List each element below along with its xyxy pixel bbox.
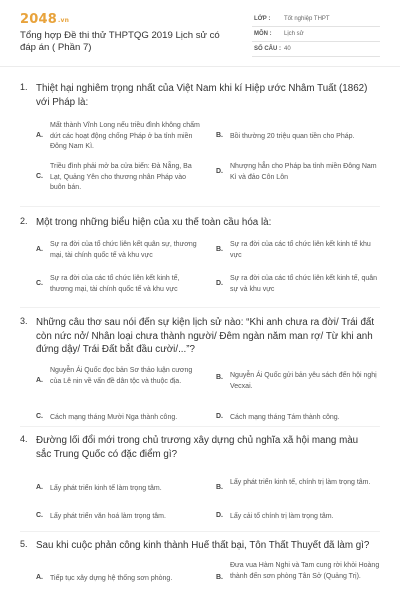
question-3 [20,316,380,436]
option-text: Đưa vua Hàm Nghi và Tam cung rời khỏi Hoàng thành đến sơn phòng Tân Sở (Quảng Trị). [230,562,380,580]
document-title: Tổng hợp Đề thi thử THPTQG 2019 Lịch sử có đáp án ( Phần 7) [20,30,220,53]
question-5 [20,539,380,600]
question-number: 5. [20,539,28,549]
question-text: Sau khi cuộc phản công kinh thành Huế thất bại, Tôn Thất Thuyết đã làm gì? [36,540,370,551]
question-divider [20,206,380,207]
option-text: Lấy phát triển kinh tế làm trọng tâm. [50,485,162,492]
logo-text: 2048 [20,12,57,27]
option-text: Tiếp tục xây dựng hệ thống sơn phòng. [50,575,173,582]
question-divider [20,531,380,532]
option-letter: A. [36,132,43,139]
option-letter: A. [36,377,43,384]
question-divider [20,307,380,308]
option-letter: C. [36,413,43,420]
page-header [0,0,400,64]
option-text: Mất thành Vĩnh Long nếu triều đình không chấm dứt các hoạt động chống Pháp ở ba tỉnh miền Đông Nam Kì. [50,122,200,150]
meta-value: Tốt nghiệp THPT [284,16,330,22]
option-letter: B. [216,574,223,581]
option-letter: D. [216,168,223,175]
option-letter: D. [216,413,223,420]
option-text: Triều đình phải mở ba cửa biển: Đà Nẵng, Ba Lạt, Quảng Yên cho thương nhân Pháp vào buôn bán. [50,163,192,191]
header-divider [0,66,400,67]
option-text: Sự ra đời của các tổ chức liên kết kinh tế khu vực [230,241,371,259]
option-letter: D. [216,512,223,519]
option-text: Cách mạng tháng Tám thành công. [230,414,340,421]
question-text: Những câu thơ sau nói đến sự kiện lịch sử nào: “Khi anh chưa ra đời/ Trái đất còn nức nở/ Nhân loại chưa thành người/ Đêm ngàn năm man rợ/ Từ khi anh đứng dậy/ Trái Đất bắt đầu cười/...”? [36,317,375,355]
option-text: Lấy phát triển văn hoá làm trọng tâm. [50,513,166,520]
option-letter: C. [36,280,43,287]
option-letter: B. [216,484,223,491]
meta-value: Lịch sử [284,31,304,37]
option-letter: D. [216,280,223,287]
option-text: Cách mạng tháng Mười Nga thành công. [50,414,178,421]
option-letter: B. [216,374,223,381]
meta-table [252,12,380,57]
option-text: Nguyễn Ái Quốc đọc bản Sơ thảo luận cương của Lê nin về vấn đề dân tộc và thuộc địa. [50,367,193,385]
option-letter: C. [36,512,43,519]
question-text: Một trong những biểu hiện của xu thế toàn cầu hóa là: [36,217,272,228]
option-text: Lấy phát triển kinh tế, chính trị làm trọng tâm. [230,479,371,486]
question-2 [20,216,380,302]
option-text: Sự ra đời của các tổ chức liên kết kinh tế, thương mại, tài chính quốc tế và khu vực [50,275,180,293]
question-number: 4. [20,434,28,444]
option-letter: C. [36,173,43,180]
meta-row-count [252,42,380,57]
question-4 [20,434,380,526]
question-number: 3. [20,316,28,326]
logo-suffix: .vn [57,17,70,24]
option-letter: A. [36,574,43,581]
option-text: Bồi thường 20 triệu quan tiền cho Pháp. [230,133,355,140]
question-text: Đường lối đổi mới trong chủ trương xây dựng chủ nghĩa xã hội mang màu sắc Trung Quốc có đặc điểm gì? [36,435,359,460]
option-letter: B. [216,246,223,253]
option-letter: A. [36,246,43,253]
option-text: Nhượng hẳn cho Pháp ba tỉnh miền Đông Nam Kì và đảo Côn Lôn [230,163,377,181]
option-letter: B. [216,132,223,139]
question-text: Thiệt hại nghiêm trọng nhất của Việt Nam khi kí Hiệp ước Nhâm Tuất (1862) với Pháp là: [36,83,368,108]
question-1 [20,82,380,191]
site-logo[interactable] [20,12,69,27]
meta-key: SỐ CÂU : [254,46,281,52]
question-number: 1. [20,82,28,92]
option-text: Sự ra đời của tổ chức liên kết quân sự, thương mại, tài chính quốc tế và khu vực [50,241,197,259]
question-divider [20,426,380,427]
meta-key: MÔN : [254,31,272,37]
question-number: 2. [20,216,28,226]
option-text: Nguyễn Ái Quốc gửi bản yêu sách đến hội nghị Vecxai. [230,372,377,390]
meta-value: 40 [284,46,291,52]
option-text: Sự ra đời của các tổ chức liên kết kinh tế, quân sự và khu vực [230,275,378,293]
meta-row-class [252,12,380,27]
option-letter: A. [36,484,43,491]
meta-key: LỚP : [254,16,271,22]
meta-row-subject [252,27,380,42]
option-text: Lấy cải tổ chính trị làm trọng tâm. [230,513,334,520]
